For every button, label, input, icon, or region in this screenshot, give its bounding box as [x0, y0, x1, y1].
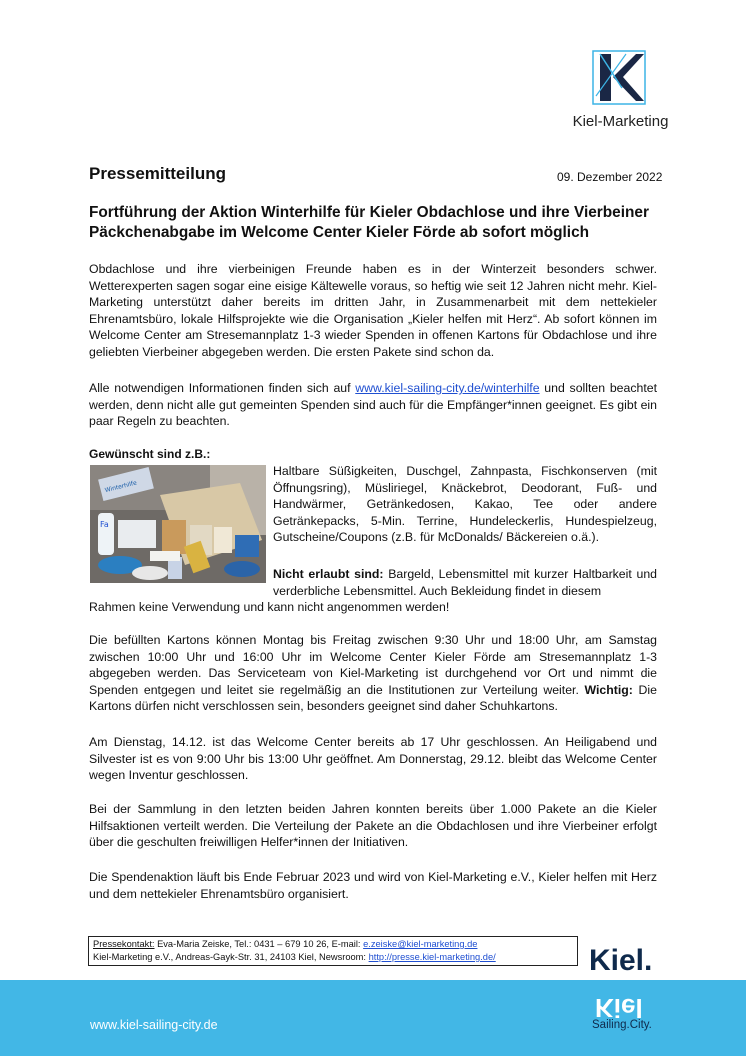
- sailing-city-slogan: Sailing.City.: [592, 1019, 652, 1031]
- press-contact-address: Kiel-Marketing e.V., Andreas-Gayk-Str. 31, 24103 Kiel, Newsroom:: [93, 952, 369, 962]
- headline-line2: Päckchenabgabe im Welcome Center Kieler Förde ab sofort möglich: [89, 224, 590, 241]
- not-allowed-text: [273, 566, 657, 599]
- press-contact-line2: [93, 951, 573, 964]
- paragraph-info-after: und sollten beachtet werden, denn nicht alle gut gemeinten Spenden sind auch für die Empfänger*innen geeignet. Es gibt ein paar Regeln zu beachten.: [89, 381, 657, 428]
- page-title: Pressemitteilung: [89, 164, 226, 183]
- not-allowed-label: Nicht erlaubt sind:: [273, 567, 384, 581]
- headline: [89, 203, 689, 243]
- paragraph-dropoff: [89, 632, 657, 715]
- paragraph-hours: Am Dienstag, 14.12. ist das Welcome Center bereits ab 17 Uhr geschlossen. An Heiligabend und Silvester ist es von 9:00 Uhr bis 13:00 Uhr geöffnet. Am Donnerstag, 29.12. bleibt das Welcome Center wegen Inventur geschlossen.: [89, 735, 657, 782]
- paragraph-info: [89, 380, 657, 430]
- paragraph-dropoff-bold: Wichtig:: [584, 682, 633, 697]
- donation-items-photo: [90, 465, 266, 583]
- kiel-brand-logo: [585, 942, 685, 1023]
- winterhilfe-link[interactable]: www.kiel-sailing-city.de/winterhilfe: [355, 381, 540, 395]
- not-allowed-tail: Rahmen keine Verwendung und kann nicht angenommen werden!: [89, 600, 450, 614]
- contact-email-link[interactable]: e.zeiske@kiel-marketing.de: [363, 939, 478, 949]
- paragraph-organizers: Die Spendenaktion läuft bis Ende Februar 2023 und wird von Kiel-Marketing e.V., Kieler helfen mit Herz und dem nettekieler Ehrenamtsbüro organisiert.: [89, 870, 657, 901]
- newsroom-link[interactable]: http://presse.kiel-marketing.de/: [368, 952, 496, 962]
- release-date: 09. Dezember 2022: [557, 170, 663, 184]
- paragraph-intro: Obdachlose und ihre vierbeinigen Freunde haben es in der Winterzeit besonders schwer. Wetterexperten sagen sogar eine eisige Kältewelle voraus, so heftig wie seit 12 Jahren nicht mehr. Kiel-Marketing unterstützt daher bereits im dritten Jahr, in Zusammenarbeit mit dem nettekieler Ehrenamtsbüro, lokale Hilfsprojekte wie die Organisation „Kieler helfen mit Herz“. Ab sofort können im Welcome Center am Stresemannplatz 1-3 wieder Spenden in offenen Kartons für Obdachlose und ihre geliebten Vierbeiner abgegeben werden. Die ersten Pakete sind schon da.: [89, 262, 657, 359]
- wanted-label: Gewünscht sind z.B.:: [89, 447, 211, 461]
- press-contact-label: Pressekontakt:: [93, 939, 155, 949]
- press-contact-person: Eva-Maria Zeiske, Tel.: 0431 – 679 10 26, E-mail:: [154, 939, 364, 949]
- paragraph-info-before: Alle notwendigen Informationen finden sich auf: [89, 381, 356, 395]
- footer-url[interactable]: www.kiel-sailing-city.de: [90, 1018, 218, 1032]
- press-contact-line1: [93, 938, 573, 951]
- logo-text: Kiel-Marketing: [572, 113, 669, 130]
- photo-box-label: Winterhilfe: [104, 479, 138, 495]
- headline-line1: Fortführung der Aktion Winterhilfe für Kieler Obdachlose und ihre Vierbeiner: [89, 204, 649, 221]
- not-allowed-body: Bargeld, Lebensmittel mit kurzer Haltbarkeit und verderbliche Lebensmittel. Auch Bekleidung findet in diesem: [273, 567, 658, 598]
- press-contact-box: [88, 936, 578, 966]
- brand-bottom-text: Kiel: [595, 993, 643, 1023]
- brand-top-text: Kiel.: [589, 944, 653, 977]
- svg-text:Fa: Fa: [100, 520, 109, 529]
- kiel-marketing-k-logo-icon: [592, 50, 646, 105]
- paragraph-history: Bei der Sammlung in den letzten beiden Jahren konnten bereits über 1.000 Pakete an die Kieler Hilfsaktionen verteilt werden. Die Verteilung der Pakete an die Obdachlosen und ihre Vierbeiner erfolgt über die geschulten freiwilligen Helfer*innen der Initiativen.: [89, 802, 657, 849]
- paragraph-dropoff-text: Die befüllten Kartons können Montag bis Freitag zwischen 9:30 Uhr und 18:00 Uhr, am Samstag zwischen 10:00 Uhr und 16:00 Uhr im Welcome Center Kieler Förde am Stresemannplatz 1-3 abgegeben werden. Das Serviceteam von Kiel-Marketing ist durchgehend vor Ort und nimmt die Spenden entgegen und leitet sie regelmäßig an die Institutionen zur Verteilung weiter.: [89, 633, 657, 697]
- wanted-items-text: Haltbare Süßigkeiten, Duschgel, Zahnpasta, Fischkonserven (mit Öffnungsring), Müsliriegel, Knäckebrot, Deodorant, Fuß- und Handwärmer, Getränkedosen, Kakao, Tee oder andere Getränkepacks, 5-Min. Terrine, Hundeleckerlis, Hundespielzeug, Gutscheine/Coupons (z.B. für McDonalds/ Bäckereien o.ä.).: [273, 464, 657, 544]
- paragraph-dropoff-after: Die Kartons dürfen nicht verschlossen sein, besonders geeignet sind daher Schuhkartons.: [89, 682, 657, 713]
